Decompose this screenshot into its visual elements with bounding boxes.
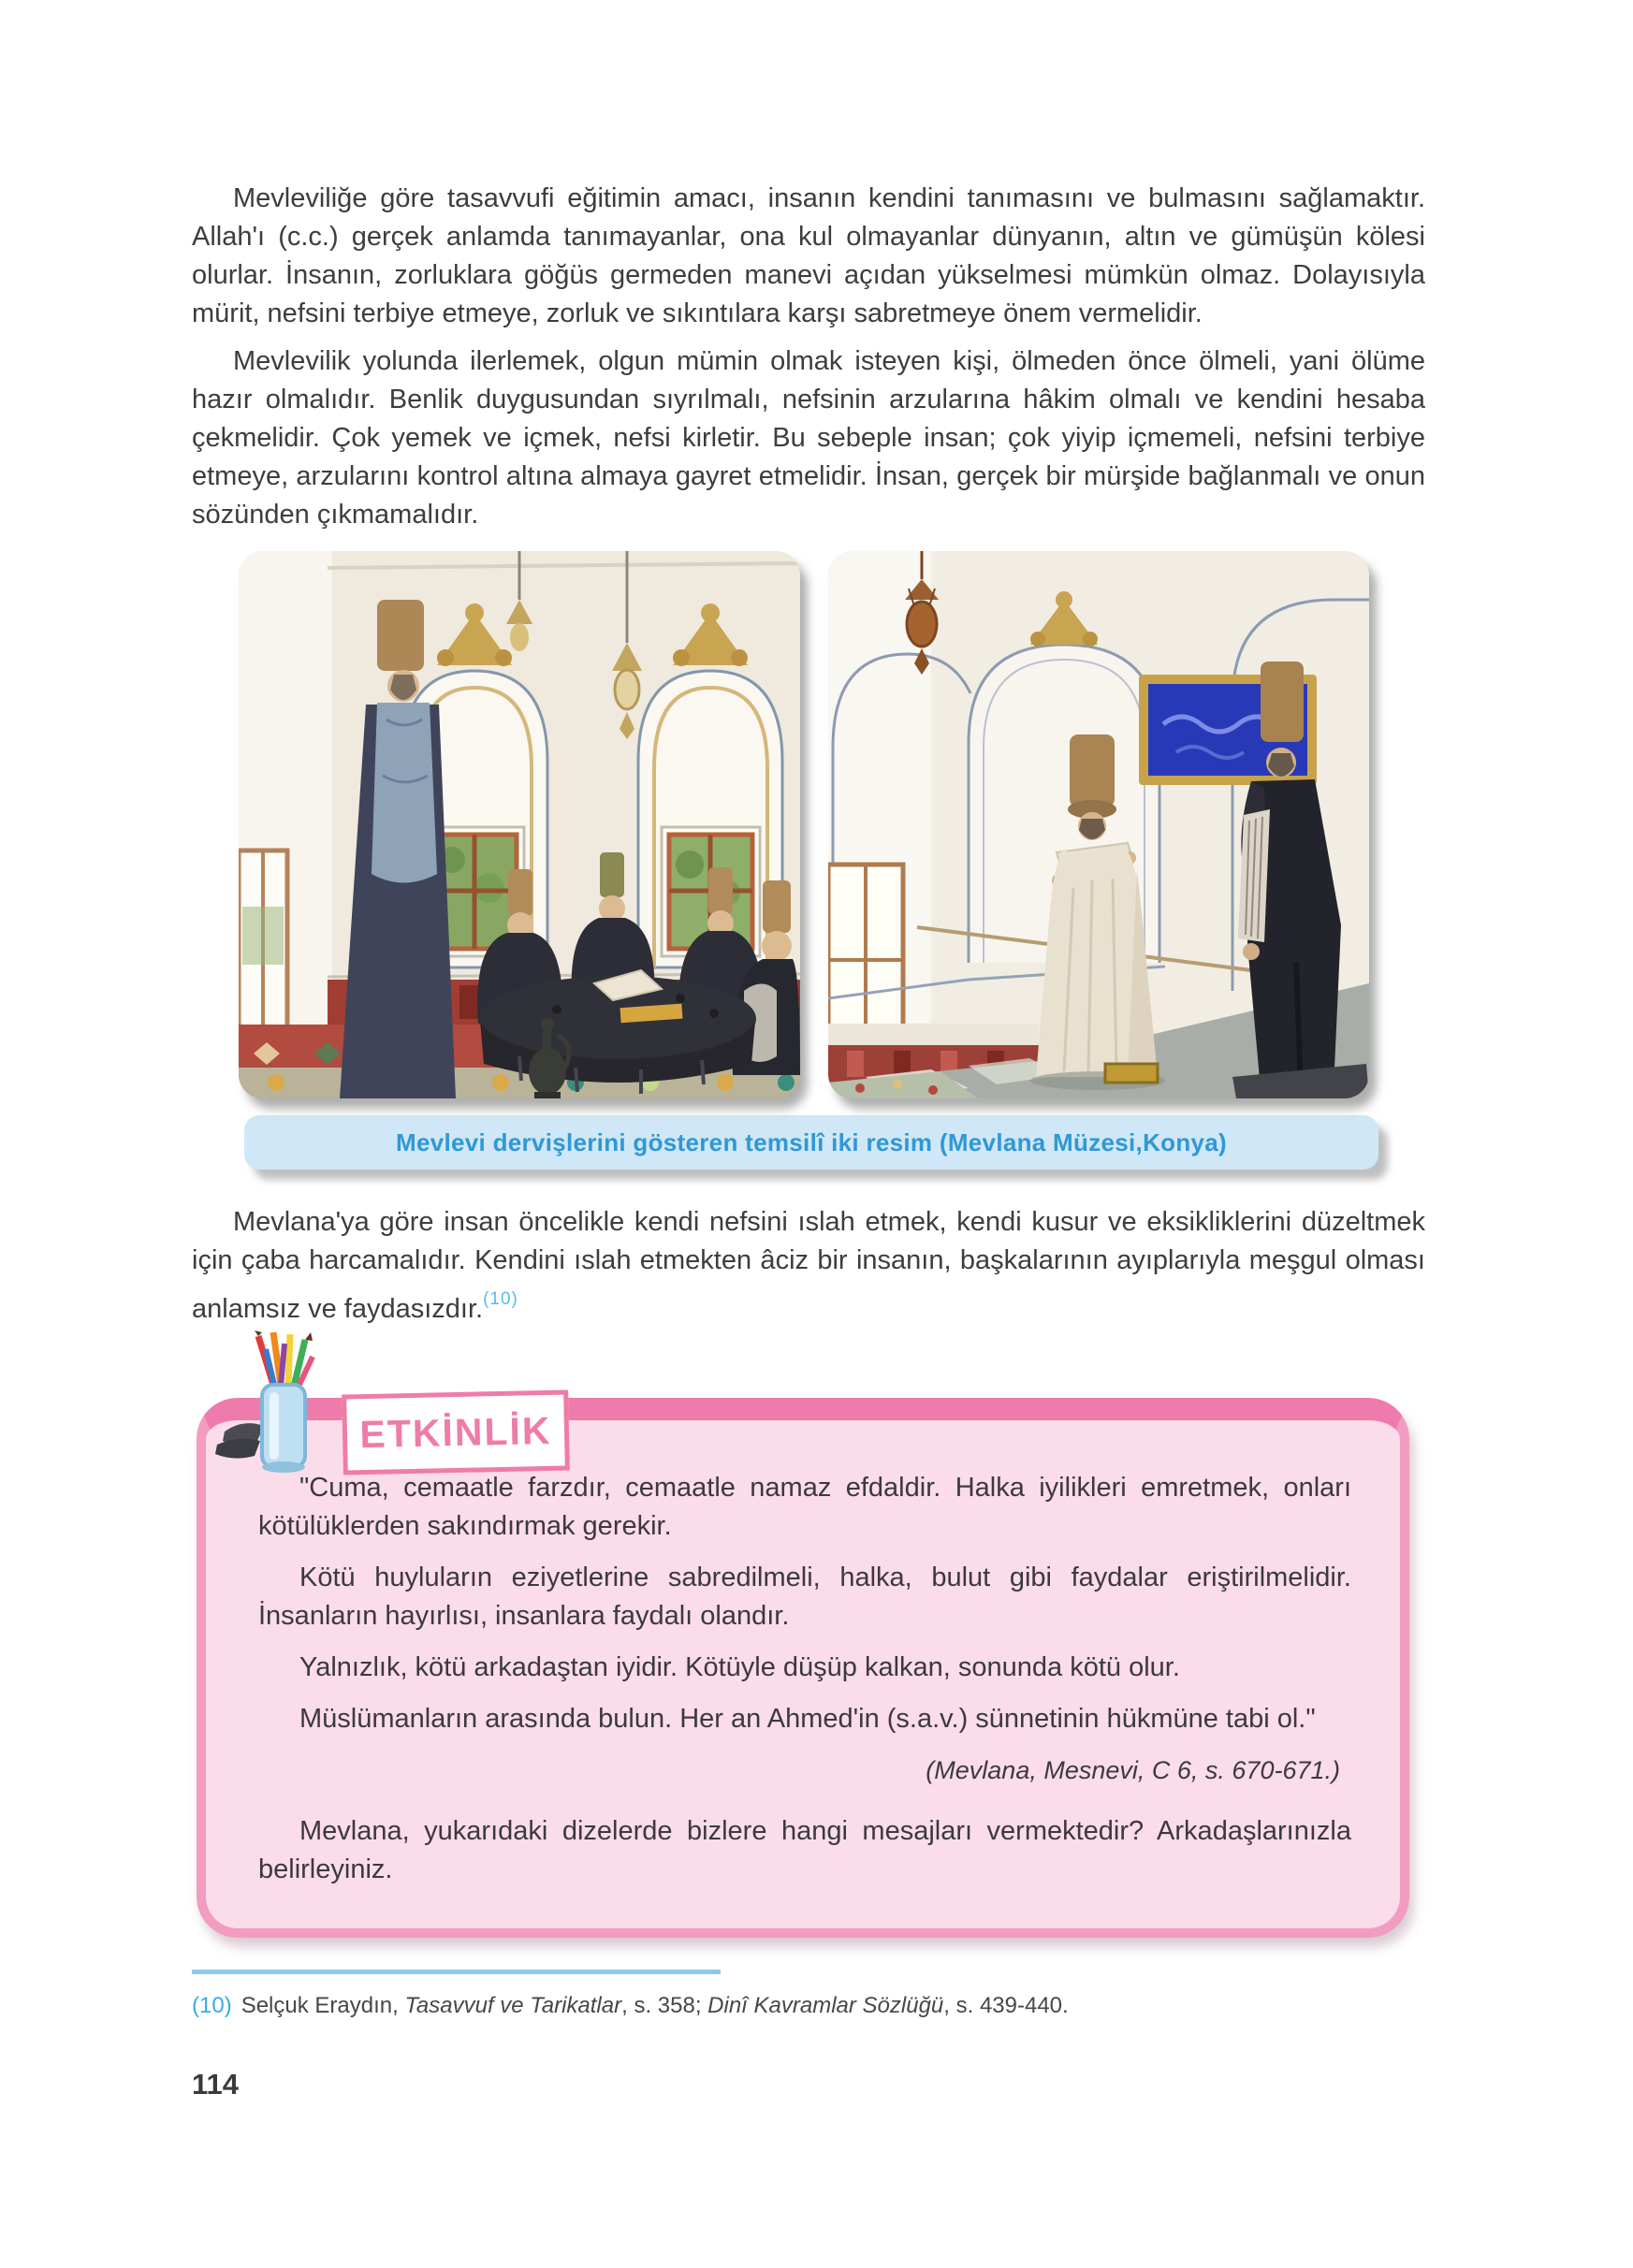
activity-title: ETKİNLİK	[358, 1408, 552, 1456]
figure-image-dervishes-table	[239, 551, 800, 1098]
figure-row	[239, 551, 1369, 1098]
paragraph-3	[192, 1203, 1425, 1329]
paragraph-1: Mevleviliğe göre tasavvufi eğitimin amacı, insanın kendini tanımasını ve bulmasını sağlamaktır. Allah'ı (c.c.) gerçek anlamda tanımayanlar, ona kul olmayanlar dünyanın, altın ve gümüşün kölesi olurlar. İnsanın, zorluklara göğüs germeden manevi açıdan yükselmesi mümkün olmaz. Dolayısıyla mürit, nefsini terbiye etmeye, zorluk ve sıkıntılara karşı sabretmeye önem vermelidir.	[192, 183, 1425, 328]
footnote-number: (10)	[192, 1993, 232, 2018]
activity-box	[197, 1398, 1409, 1938]
dervishes-standing-illustration	[828, 551, 1369, 1098]
activity-line: "Cuma, cemaatle farzdır, cemaatle namaz efdaldir. Halka iyilikleri emretmek, onları kötülüklerden sakındırmak gerekir.	[258, 1473, 1351, 1541]
pencil-cup-icon	[215, 1330, 320, 1473]
footnote-line	[192, 1993, 1425, 2019]
dervishes-table-illustration	[239, 551, 800, 1098]
content-column	[192, 180, 1425, 2101]
activity-citation: (Mevlana, Mesnevi, C 6, s. 670-671.)	[926, 1756, 1340, 1784]
footnote-reference-superscript: (10)	[483, 1289, 518, 1309]
figure-caption-text: Mevlevi dervişlerini gösteren temsilî iki resim (Mevlana Müzesi,Konya)	[396, 1127, 1227, 1156]
activity-question: Mevlana, yukarıdaki dizelerde bizlere hangi mesajları vermektedir? Arkadaşlarınızla belirleyiniz.	[258, 1816, 1351, 1884]
activity-line: Kötü huyluların eziyetlerine sabredilmeli, halka, bulut gibi faydalar eriştirilmelidir. İnsanların hayırlısı, insanlara faydalı olandır.	[258, 1563, 1351, 1631]
footnote-text-part: Selçuk Eraydın,	[241, 1993, 405, 2018]
footnote-divider	[192, 1970, 721, 1974]
footnote-book-title: Dinî Kavramlar Sözlüğü	[707, 1993, 944, 2018]
footnote-section	[192, 1970, 1425, 2019]
figure-caption-bar	[244, 1115, 1378, 1170]
activity-line: Müslümanların arasında bulun. Her an Ahmed'in (s.a.v.) sünnetinin hükmüne tabi ol."	[299, 1704, 1316, 1734]
paragraph-3-text: Mevlana'ya göre insan öncelikle kendi nefsini ıslah etmek, kendi kusur ve eksikliklerini düzeltmek için çaba harcamalıdır. Kendini ıslah etmekten âciz bir insanın, başkalarının ayıplarıyla meşgul olması anlamsız ve faydasızdır.	[192, 1207, 1425, 1324]
activity-title-badge	[342, 1389, 570, 1475]
activity-line: Yalnızlık, kötü arkadaştan iyidir. Kötüyle düşüp kalkan, sonunda kötü olur.	[299, 1652, 1180, 1682]
page-number: 114	[192, 2068, 240, 2101]
footnote-text-part: , s. 439-440.	[943, 1993, 1069, 2018]
footnote-text-part: , s. 358;	[621, 1993, 708, 2018]
figure-image-dervishes-standing	[828, 551, 1369, 1098]
paragraph-2: Mevlevilik yolunda ilerlemek, olgun mümin olmak isteyen kişi, ölmeden önce ölmeli, yani ölüme hazır olmalıdır. Benlik duygusundan sıyrılmalı, nefsinin arzularına hâkim olmalı ve kendini hesaba çekmelidir. Çok yemek ve içmek, nefsi kirletir. Bu sebeple insan; çok yiyip içmemeli, nefsini terbiye etmeye, arzularını kontrol altına almaya gayret etmelidir. İnsan, gerçek bir mürşide bağlanmalı ve onun sözünden çıkmamalıdır.	[192, 346, 1425, 530]
footnote-book-title: Tasavvuf ve Tarikatlar	[404, 1993, 622, 2018]
paragraph-3-wrap	[192, 1203, 1425, 1329]
